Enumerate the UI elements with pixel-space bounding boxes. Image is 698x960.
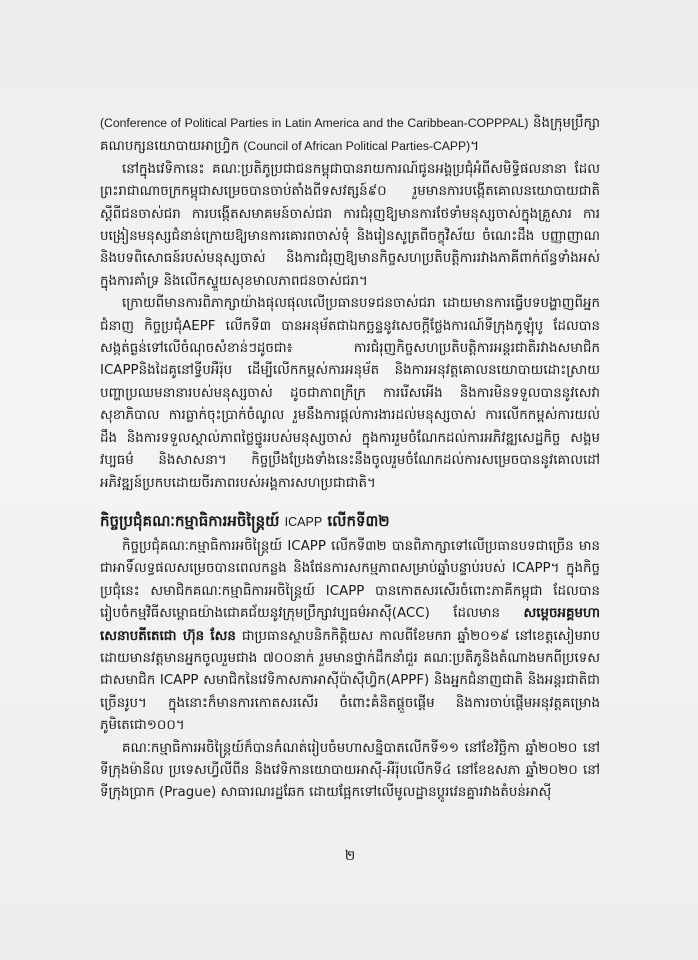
heading-khmer-pre: កិច្ចប្រជុំគណៈកម្មាធិការអចិន្ត្រៃយ៍	[100, 511, 280, 530]
intro-latin-text: (Conference of Political Parties in Latin America and the Caribbean-COPPPAL)	[100, 116, 529, 130]
section-gap	[100, 495, 600, 509]
paragraph-4: គណៈកម្មាធិការអចិន្ត្រៃយ៍ក៏បានកំណត់រៀបចំមហាសន្និបាតលើកទី១១ នៅខែវិច្ឆិកា ឆ្នាំ២០២០ នៅទីក្រុងម៉ានីល ប្រទេសហ្វីលីពីន និងវេទិកានយោបាយអាស៊ី-អឺរ៉ុបលើកទី៤ នៅខែឧសភា ឆ្នាំ២០២០ នៅទីក្រុងប្រាក (Prague) សាធារណរដ្ឋឆែក ដោយផ្អែកទៅលើមូលដ្ឋានប្តូរវេនគ្នារវាងតំបន់អាស៊ី	[100, 740, 600, 801]
paragraph-3-part-a: កិច្ចប្រជុំគណៈកម្មាធិការអចិន្ត្រៃយ៍ ICAPP លើកទី៣២ បានពិភាក្សាទៅលើប្រធានបទជាច្រើន មានជាអាទិ៍លទ្ធផលសម្រេចបានពេលកន្លង និងផែនការសកម្មភាពសម្រាប់ឆ្នាំបន្ទាប់របស់ ICAPP។ ក្នុងកិច្ចប្រជុំនេះ សមាជិកគណៈកម្មាធិការអចិន្ត្រៃយ៍ ICAPP បានកោតសរសើរចំពោះភាគីកម្ពុជា ដែលបានរៀបចំកម្មវិធីសម្ពោធយ៉ាងជោគជ័យនូវក្រុមប្រឹក្សាវប្បធម៌អាស៊ី(ACC) ដែលមាន	[100, 538, 600, 622]
intro-paragraph	[100, 112, 600, 159]
heading-khmer-post: លើកទី៣២	[327, 511, 390, 530]
document-body	[100, 112, 600, 805]
paragraph-2: ក្រោយពីមានការពិភាក្សាយ៉ាងផុលផុលលើប្រធានបទជនចាស់ជរា ដោយមានការធ្វើបទបង្ហាញពីអ្នកជំនាញ កិច្ចប្រជុំAEPF លើកទី៣ បានអនុម័តជាឯកច្ឆន្ទនូវសេចក្តីថ្លែងការណ៍ទីក្រុងកូឡុំបូ ដែលបានសង្កត់ធ្ងន់ទៅលើចំណុចសំខាន់ៗដូចជា៖ ការជំរុញកិច្ចសហប្រតិបត្តិការអន្តរជាតិរវាងសមាជិក ICAPPនិងដៃគូនៅទ្វីបអឺរ៉ុប ដើម្បីលើកកម្ពស់ការអនុម័ត និងការអនុវត្តគោលនយោបាយដោះស្រាយបញ្ហាប្រឈមនានារបស់មនុស្សចាស់ ដូចជាភាពក្រីក្រ ការរើសអើង និងការមិនទទួលបាននូវសេវាសុខាភិបាល ការធ្លាក់ចុះប្រាក់ចំណូល រួមនឹងការផ្តល់ការងារដល់មនុស្សចាស់ ការលើកកម្ពស់ការយល់ដឹង និងការទទួលស្គាល់ភាពថ្លៃថ្នូររបស់មនុស្សចាស់ ក្នុងការរួមចំណែកដល់ការអភិវឌ្ឍសេដ្ឋកិច្ច សង្គម វប្បធម៌ និងសាសនា។ កិច្ចប្រឹងប្រែងទាំងនេះនឹងចូលរួមចំណែកដល់ការសម្រេចបាននូវគោលដៅអភិវឌ្ឍន៍ប្រកបដោយចីរភាពរបស់អង្គការសហប្រជាជាតិ។	[100, 296, 600, 491]
intro-end-mark: ។	[470, 139, 480, 155]
paragraph-3-part-b: ជាប្រធានស្ថាបនិកកិត្តិយស កាលពីខែមករា ឆ្នាំ២០១៩ នៅខេត្តសៀមរាប ដោយមានវត្តមានអ្នកចូលរួមជាង ៧០០នាក់ រួមមានថ្នាក់ដឹកនាំជួរ គណៈប្រតិភូនិងតំណាងមកពីប្រទេសជាសមាជិក ICAPP សមាជិកនៃវេទិកាសភាអាស៊ីប៉ាស៊ីហ្វិក(APPF) និងអ្នកជំនាញជាតិ និងអន្តរជាតិជាច្រើនរូប។ ក្នុងនោះក៏មានការកោតសរសើរ ចំពោះគំនិតផ្តួចផ្តើម និងការចាប់ផ្តើមអនុវត្តគម្រោងភូមិតេជោ១០០។	[100, 628, 600, 734]
page-number: ២	[344, 848, 356, 864]
paragraph-3-bold-name: សម្តេចអគ្គមហាសេនាបតីតេជោ ហ៊ុន សែន	[100, 606, 600, 644]
intro-khmer-text: និងក្រុមប្រឹក្សាគណបក្សនយោបាយអាហ្វ្រិក	[100, 116, 600, 155]
intro-latin-text-2: (Council of African Political Parties-CAPP)	[243, 139, 471, 154]
section-heading	[100, 509, 600, 534]
paragraph-1: នៅក្នុងវេទិកានេះ គណៈប្រតិភូប្រជាជនកម្ពុជាបានរាយការណ៍ជូនអង្គប្រជុំអំពីសមិទ្ធិផលនានា ដែលព្រះរាជាណាចក្រកម្ពុជាសម្រេចបានចាប់តាំងពីទសវត្សន៍៩០ រួមមានការបង្កើតគោលនយោបាយជាតិ ស្តីពីជនចាស់ជរា ការបង្កើតសមាគមន៍ចាស់ជរា ការជំរុញឱ្យមានការថែទាំមនុស្សចាស់ក្នុងគ្រួសារ ការបង្រៀនមនុស្សជំនាន់ក្រោយឱ្យមានការគោរពចាស់ទុំ និងរៀនសូត្រពីចក្ខុវិស័យ ចំណេះដឹង បញ្ញាញាណ និងបទពិសោធន៍របស់មនុស្សចាស់ និងការជំរុញឱ្យមានកិច្ចសហប្រតិបត្តិការរវាងភាគីពាក់ព័ន្ធទាំងអស់ក្នុងការគាំទ្រ និងលើកស្ទួយសុខមាលភាពជនចាស់ជរា។	[100, 161, 600, 289]
heading-latin: ICAPP	[284, 514, 323, 529]
paragraph-3	[100, 536, 600, 738]
